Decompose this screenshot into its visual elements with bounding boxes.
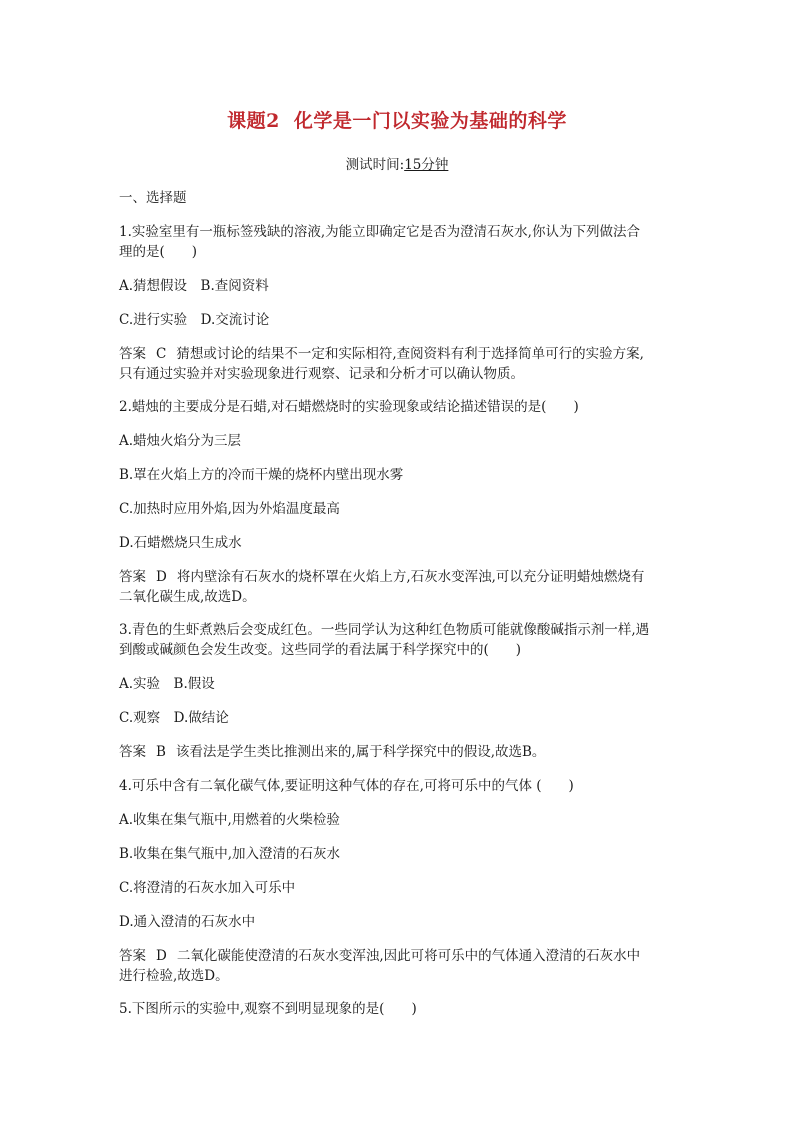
test-time-label: 测试时间: <box>345 157 405 173</box>
question-4-option-c: C.将澄清的石灰水加入可乐中 <box>119 880 296 896</box>
question-4-explanation-line2: 进行检验,故选D。 <box>119 968 229 984</box>
question-1-answer <box>119 344 679 364</box>
answer-label: 答案 <box>119 569 146 585</box>
section-heading: 一、选择题 <box>119 190 187 206</box>
question-3-answer <box>119 742 679 762</box>
lesson-number: 课题2 <box>227 110 280 132</box>
question-2-option-c: C.加热时应用外焰,因为外焰温度最高 <box>119 501 340 517</box>
answer-letter: B <box>156 744 166 760</box>
test-time-duration: 15分钟 <box>404 157 449 173</box>
answer-label: 答案 <box>119 744 146 760</box>
question-list <box>119 188 679 1019</box>
question-4-option-b: B.收集在集气瓶中,加入澄清的石灰水 <box>119 846 341 862</box>
answer-letter: C <box>156 346 167 362</box>
question-1-options-ab: A.猜想假设 B.查阅资料 <box>119 278 269 294</box>
test-time <box>0 153 794 173</box>
lesson-title: 化学是一门以实验为基础的科学 <box>293 110 567 132</box>
question-2-option-a: A.蜡烛火焰分为三层 <box>119 433 242 449</box>
question-2-option-b: B.罩在火焰上方的冷而干燥的烧杯内壁出现水雾 <box>119 467 404 483</box>
explanation-line1: 猜想或讨论的结果不一定和实际相符,查阅资料有利于选择简单可行的实验方案, <box>176 346 644 362</box>
question-4-answer <box>119 946 679 966</box>
question-3-stem-line2: 到酸或碱颜色会发生改变。这些同学的看法属于科学探究中的( ) <box>119 642 522 658</box>
explanation-line1: 二氧化碳能使澄清的石灰水变浑浊,因此可将可乐中的气体通入澄清的石灰水中 <box>176 948 641 964</box>
question-4-option-d: D.通入澄清的石灰水中 <box>119 914 256 930</box>
question-1-stem-line2: 理的是( ) <box>119 244 198 260</box>
question-2-explanation-line2: 二氧化碳生成,故选D。 <box>119 589 256 605</box>
question-1-stem-line1: 1.实验室里有一瓶标签残缺的溶液,为能立即确定它是否为澄清石灰水,你认为下列做法合 <box>119 224 640 240</box>
question-1-explanation-line2: 只有通过实验并对实验现象进行观察、记录和分析才可以确认物质。 <box>119 366 524 382</box>
question-3-options-ab: A.实验 B.假设 <box>119 676 215 692</box>
explanation-line1: 将内壁涂有石灰水的烧杯罩在火焰上方,石灰水变浑浊,可以充分证明蜡烛燃烧有 <box>176 569 645 585</box>
question-2-stem-line1: 2.蜡烛的主要成分是石蜡,对石蜡燃烧时的实验现象或结论描述错误的是( ) <box>119 399 579 415</box>
question-4-option-a: A.收集在集气瓶中,用燃着的火柴检验 <box>119 812 340 828</box>
answer-label: 答案 <box>119 346 146 362</box>
answer-label: 答案 <box>119 948 146 964</box>
explanation-line1: 该看法是学生类比推测出来的,属于科学探究中的假设,故选B。 <box>175 744 546 760</box>
question-5-stem-line1: 5.下图所示的实验中,观察不到明显现象的是( ) <box>119 1001 417 1017</box>
question-2-answer <box>119 567 679 587</box>
question-4-stem-line1: 4.可乐中含有二氧化碳气体,要证明这种气体的存在,可将可乐中的气体 ( ) <box>119 778 574 794</box>
question-1-options-cd: C.进行实验 D.交流讨论 <box>119 312 270 328</box>
question-2-option-d: D.石蜡燃烧只生成水 <box>119 535 242 551</box>
page-title <box>0 106 794 133</box>
answer-letter: D <box>156 569 167 585</box>
question-3-stem-line1: 3.青色的生虾煮熟后会变成红色。一些同学认为这种红色物质可能就像酸碱指示剂一样,遇 <box>119 622 650 638</box>
question-3-options-cd: C.观察 D.做结论 <box>119 710 229 726</box>
answer-letter: D <box>156 948 167 964</box>
